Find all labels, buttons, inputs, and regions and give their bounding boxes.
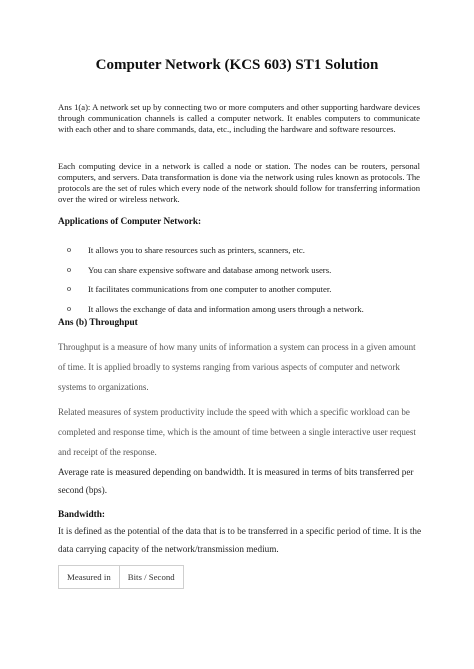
bandwidth-paragraph: It is defined as the potential of the data that is to be transferred in a specific period of time. It is the data carrying capacity of the network/transmission medium. — [58, 526, 422, 554]
bullet-icon: o — [67, 264, 71, 274]
bullet-icon: o — [67, 245, 71, 254]
list-item — [58, 282, 438, 302]
average-rate-paragraph: Average rate is measured depending on bandwidth. It is measured in terms of bits transferred per second (bps). — [58, 467, 414, 495]
list-item — [58, 243, 438, 263]
page-title: Computer Network (KCS 603) ST1 Solution — [95, 57, 379, 73]
list-item-text: It allows you to share resources such as printers, scanners, etc. — [88, 245, 305, 255]
ans-1a-paragraph: Ans 1(a): A network set up by connecting two or more computers and other supporting hardware devices through communication channels is called a computer network. It enables computers to communicate with each other and to share commands, data, etc., including the hardware and software resources. — [58, 102, 420, 134]
ans-b-heading: Ans (b) Throughput — [58, 318, 138, 328]
related-measures-paragraph: Related measures of system productivity include the speed with which a specific workload can be completed and response time, which is the amount of time between a single interactive user request and receipt of the response. — [58, 407, 416, 457]
list-item-text: It allows the exchange of data and information among users through a network. — [88, 303, 364, 314]
throughput-paragraph: Throughput is a measure of how many units of information a system can process in a given amount of time. It is applied broadly to systems ranging from various aspects of computer and network systems to organizations. — [58, 342, 416, 392]
table-row — [59, 566, 184, 589]
bullet-icon: o — [67, 303, 71, 313]
applications-list — [58, 243, 438, 321]
nodes-paragraph: Each computing device in a network is called a node or station. The nodes can be routers, personal computers, and servers. Data transformation is done via the network using rules known as protocols. The protocols are the set of rules which every node of the network should follow for transferring information over the wired or wireless network. — [58, 161, 420, 204]
bandwidth-table — [58, 565, 184, 589]
list-item — [58, 263, 438, 283]
list-item-text: It facilitates communications from one computer to another computer. — [88, 284, 332, 294]
applications-heading: Applications of Computer Network: — [58, 217, 202, 227]
bullet-icon: o — [67, 284, 71, 293]
bandwidth-heading: Bandwidth: — [58, 510, 106, 520]
table-cell-measured-in: Measured in — [59, 566, 120, 589]
list-item-text: You can share expensive software and database among network users. — [88, 264, 332, 275]
table-cell-bits-per-second: Bits / Second — [119, 566, 183, 589]
